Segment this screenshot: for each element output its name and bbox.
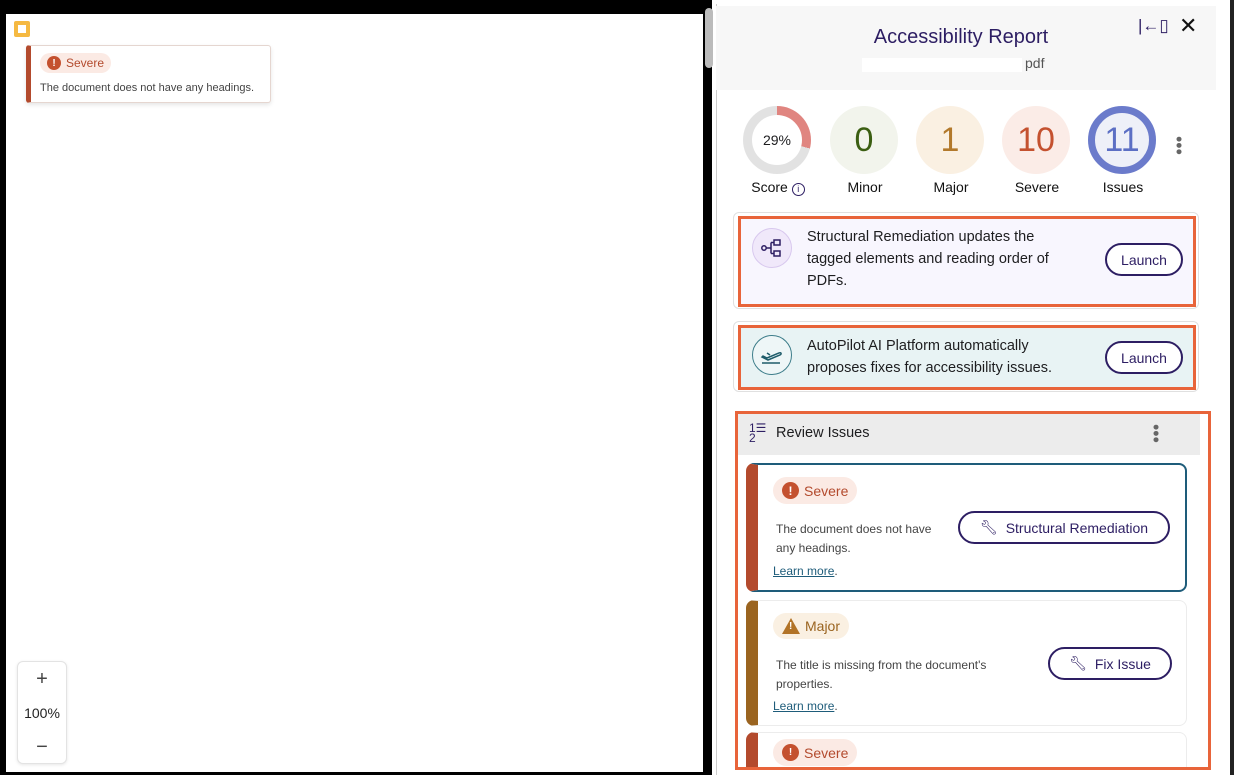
issue-marker-icon[interactable] — [14, 21, 30, 37]
review-more-icon[interactable]: ••• — [1146, 424, 1166, 443]
fix-issue-button[interactable]: 🔧︎ Fix Issue — [1048, 647, 1172, 680]
issue-card[interactable]: ! Severe The document does not have any headings. Learn more. 🔧︎ Structural Remediation — [746, 463, 1187, 592]
launch-structural-button[interactable]: Launch — [1105, 243, 1183, 276]
review-issues-title: Review Issues — [776, 425, 870, 441]
review-issues-section — [735, 411, 1211, 770]
severe-stat[interactable] — [1002, 106, 1072, 195]
score-value: 29% — [752, 115, 802, 165]
promo-structural — [733, 212, 1199, 309]
severity-badge: ! Major — [773, 613, 849, 639]
issues-count: 11 — [1088, 106, 1156, 174]
major-label: Major — [933, 179, 969, 195]
airplane-icon — [752, 335, 792, 375]
pdf-page[interactable] — [6, 14, 703, 772]
wrench-icon: 🔧︎ — [979, 519, 998, 535]
severe-icon: ! — [782, 744, 799, 761]
structural-remediation-button[interactable]: 🔧︎ Structural Remediation — [958, 511, 1170, 544]
zoom-control — [17, 661, 67, 764]
minor-stat[interactable] — [830, 106, 900, 195]
promo-text: Structural Remediation updates the tagged elements and reading order of PDFs. — [807, 229, 1049, 289]
collapse-panel-icon[interactable]: |←▯ — [1138, 16, 1169, 35]
severe-icon: ! — [47, 56, 61, 70]
panel-border — [1230, 0, 1234, 775]
structure-tree-icon — [752, 228, 792, 268]
panel-title: Accessibility Report — [873, 26, 1049, 48]
minor-count: 0 — [830, 106, 898, 174]
severe-label: Severe — [1014, 179, 1060, 195]
filename: pdf — [1025, 55, 1045, 71]
tooltip-message: The document does not have any headings. — [40, 82, 255, 94]
warning-icon: ! — [782, 618, 800, 634]
issues-label: Issues — [1102, 179, 1144, 195]
review-issues-header — [738, 414, 1200, 455]
zoom-out-button[interactable]: − — [36, 736, 48, 758]
issue-description: The document does not have any headings. — [776, 522, 932, 555]
filename-redacted — [862, 58, 1022, 72]
minor-label: Minor — [847, 179, 883, 195]
severity-badge: ! Severe — [773, 739, 857, 766]
score-donut — [743, 106, 811, 174]
major-stat[interactable] — [916, 106, 986, 195]
severity-badge: ! Severe — [773, 477, 857, 504]
issue-card[interactable] — [746, 732, 1187, 770]
learn-more-link[interactable]: Learn more — [773, 564, 835, 578]
viewer-scrollbar[interactable] — [705, 8, 713, 68]
issue-tooltip — [26, 45, 271, 103]
major-count: 1 — [916, 106, 984, 174]
info-icon[interactable]: i — [792, 183, 805, 196]
severe-count: 10 — [1002, 106, 1070, 174]
promo-text: AutoPilot AI Platform automatically proposes fixes for accessibility issues. — [807, 338, 1052, 376]
severity-badge: ! Severe — [40, 53, 111, 73]
learn-more-link[interactable]: Learn more — [773, 699, 835, 713]
issue-card[interactable]: ! Major The title is missing from the document's properties. Learn more. 🔧︎ Fix Issue — [746, 600, 1187, 726]
launch-autopilot-button[interactable]: Launch — [1105, 341, 1183, 374]
zoom-level: 100% — [24, 705, 60, 721]
issue-description: The title is missing from the document's properties. — [776, 658, 987, 691]
zoom-in-button[interactable]: + — [36, 668, 48, 690]
numbered-list-icon: 1☰ 2 — [749, 421, 767, 445]
score-stat — [743, 106, 813, 196]
wrench-icon: 🔧︎ — [1069, 655, 1087, 671]
close-icon[interactable]: ✕ — [1179, 13, 1198, 38]
issues-stat[interactable] — [1088, 106, 1158, 195]
score-label: Score — [751, 179, 788, 195]
more-options-icon[interactable]: ••• — [1169, 136, 1189, 155]
severe-icon: ! — [782, 482, 799, 499]
promo-autopilot — [733, 321, 1199, 392]
